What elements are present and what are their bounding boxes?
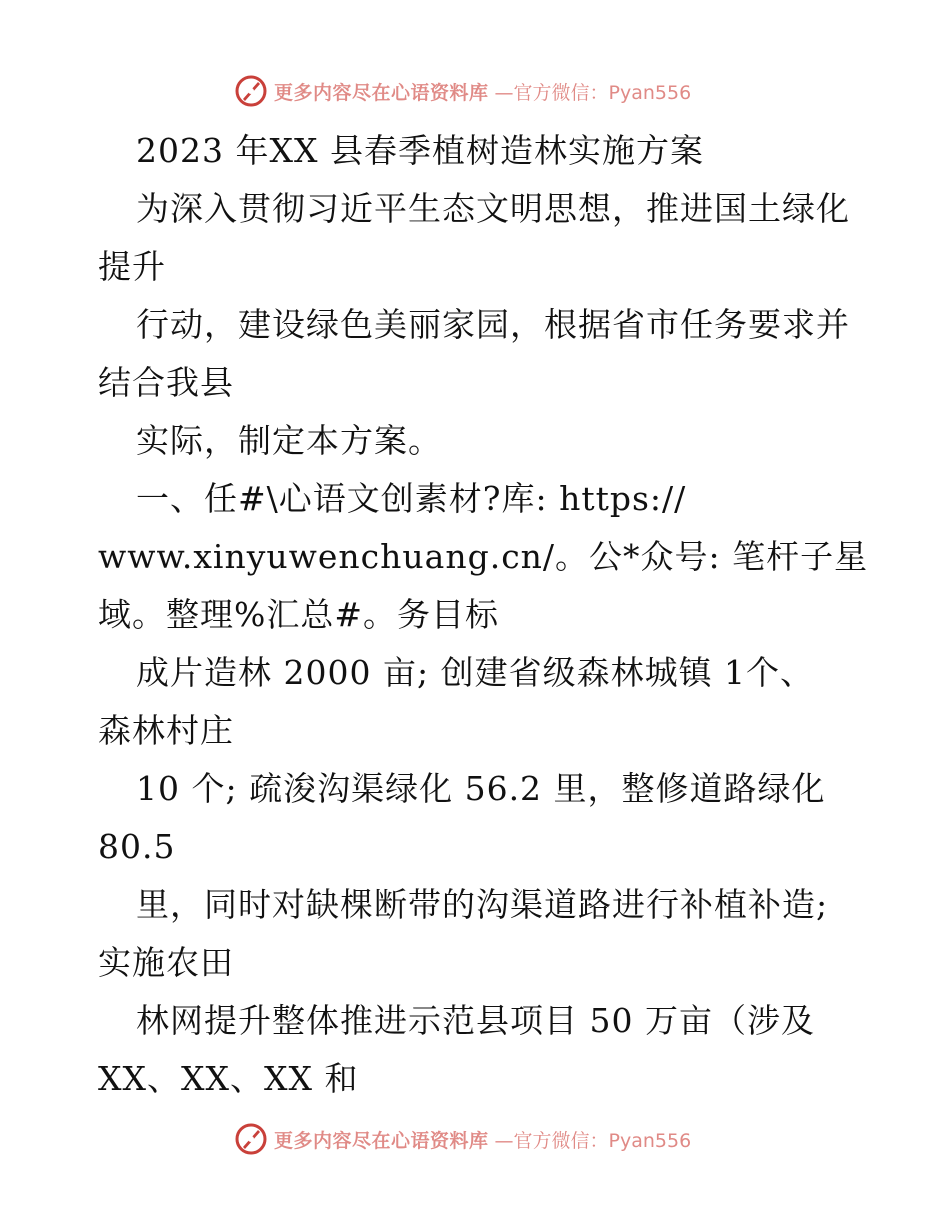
paragraph-line: 提升 xyxy=(98,247,166,286)
quill-seal-icon xyxy=(234,1122,268,1156)
watermark-contact-text: —官方微信：Pyan556 xyxy=(494,81,692,104)
paragraph-line: 域。整理%汇总#。务目标 xyxy=(98,595,500,634)
watermark-contact-text: —官方微信：Pyan556 xyxy=(494,1129,692,1152)
paragraph-line: 80.5 xyxy=(98,827,176,866)
watermark-site-text: 更多内容尽在心语资料库 xyxy=(274,1129,489,1152)
paragraph-line: XX、XX、XX 和 xyxy=(98,1059,359,1098)
paragraph-line: 行动，建设绿色美丽家园，根据省市任务要求并 xyxy=(136,305,850,344)
paragraph-line: 成片造林 2000 亩; 创建省级森林城镇 1个、 xyxy=(136,653,815,692)
header-watermark xyxy=(234,74,691,108)
footer-watermark xyxy=(234,1122,691,1156)
paragraph-line: www.xinyuwenchuang.cn/。公*众号: 笔杆子星 xyxy=(98,537,869,576)
document-title: 2023 年XX 县春季植树造林实施方案 xyxy=(136,131,704,170)
paragraph-line: 林网提升整体推进示范县项目 50 万亩（涉及 xyxy=(136,1001,815,1040)
document-body xyxy=(98,122,869,1108)
watermark-site-text: 更多内容尽在心语资料库 xyxy=(274,81,489,104)
paragraph-line: 为深入贯彻习近平生态文明思想，推进国土绿化 xyxy=(136,189,850,228)
paragraph-line: 结合我县 xyxy=(98,363,234,402)
paragraph-line: 10 个; 疏浚沟渠绿化 56.2 里，整修道路绿化 xyxy=(136,769,826,808)
section-heading-line: 一、任#\心语文创素材?库: https:// xyxy=(136,479,687,518)
paragraph-line: 实际，制定本方案。 xyxy=(136,421,442,460)
paragraph-line: 森林村庄 xyxy=(98,711,234,750)
paragraph-line: 里，同时对缺棵断带的沟渠道路进行补植补造; xyxy=(136,885,829,924)
paragraph-line: 实施农田 xyxy=(98,943,234,982)
quill-seal-icon xyxy=(234,74,268,108)
